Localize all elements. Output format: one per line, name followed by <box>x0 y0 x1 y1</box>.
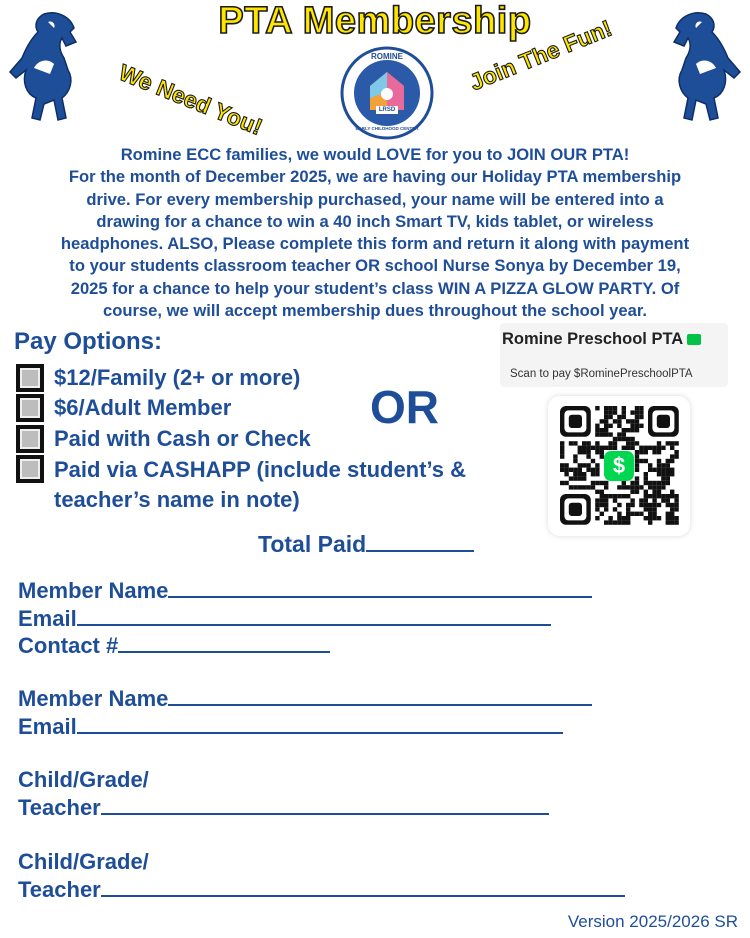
cashapp-scan-text: Scan to pay $RominePreschoolPTA <box>510 368 693 380</box>
intro-paragraph <box>12 144 738 322</box>
child2-teacher-field[interactable]: Teacher <box>18 877 625 903</box>
logo-center-text: LRSD <box>378 107 396 113</box>
logo-top-text: ROMINE <box>371 52 403 61</box>
member2-name-blank[interactable] <box>168 686 592 706</box>
member2-name-field[interactable]: Member Name <box>18 686 592 712</box>
child2-teacher-blank[interactable] <box>101 877 625 897</box>
member1-name-blank[interactable] <box>168 578 592 598</box>
intro-line: drawing for a chance to win a 40 inch Smart TV, kids tablet, or wireless <box>96 211 654 231</box>
option-adult[interactable] <box>16 394 231 422</box>
join-the-fun-banner: Join The Fun! <box>465 14 616 96</box>
checkbox[interactable] <box>16 364 44 392</box>
school-logo <box>340 46 434 140</box>
member1-email-blank[interactable] <box>77 606 551 626</box>
option-cashapp[interactable] <box>16 455 466 515</box>
child1-teacher-field[interactable]: Teacher <box>18 795 549 821</box>
or-divider: OR <box>370 381 439 433</box>
intro-line: to your students classroom teacher OR school Nurse Sonya by December 19, <box>69 256 681 276</box>
checkbox[interactable] <box>16 425 44 453</box>
member2-email-field[interactable]: Email <box>18 714 563 740</box>
total-paid-blank[interactable] <box>366 532 474 552</box>
option-label: Paid with Cash or Check <box>54 426 311 451</box>
version-label: Version 2025/2026 SR <box>567 912 738 931</box>
checkbox[interactable] <box>16 394 44 422</box>
briefcase-icon <box>687 334 701 345</box>
logo-bottom-text: EARLY CHILDHOOD CENTER <box>355 126 419 131</box>
cashapp-symbol: $ <box>612 453 626 478</box>
option-cash-check[interactable] <box>16 425 311 453</box>
child2-label-line1: Child/Grade/ <box>18 849 149 874</box>
total-paid-field[interactable]: Total Paid <box>258 531 474 558</box>
option-label: $6/Adult Member <box>54 395 232 420</box>
member1-contact-field[interactable]: Contact # <box>18 633 330 659</box>
option-label: Paid via CASHAPP (include student’s & <box>54 457 466 482</box>
member2-email-blank[interactable] <box>77 714 563 734</box>
option-family[interactable] <box>16 364 300 392</box>
child1-label-line1: Child/Grade/ <box>18 767 149 792</box>
option-label: $12/Family (2+ or more) <box>54 365 301 390</box>
cashapp-qr-code[interactable] <box>548 396 690 536</box>
member1-email-field[interactable]: Email <box>18 606 551 632</box>
intro-line: headphones. ALSO, Please complete this form and return it along with payment <box>60 234 690 254</box>
option-label-group <box>54 455 466 515</box>
cashapp-title: Romine Preschool PTA <box>502 330 701 349</box>
intro-line: course, we will accept membership dues throughout the school year. <box>102 301 648 321</box>
intro-line: For the month of December 2025, we are having our Holiday PTA membership <box>68 167 682 187</box>
intro-line: drive. For every membership purchased, your name will be entered into a <box>86 189 664 209</box>
we-need-you-banner: We Need You! <box>115 58 267 141</box>
member1-contact-blank[interactable] <box>118 633 330 653</box>
cashapp-logo-icon <box>604 451 634 481</box>
pay-options-heading: Pay Options: <box>14 328 163 355</box>
member1-name-field[interactable]: Member Name <box>18 578 592 604</box>
intro-line: 2025 for a chance to help your student’s class WIN A PIZZA GLOW PARTY. Of <box>70 278 680 298</box>
page-title: PTA Membership <box>218 0 532 42</box>
intro-line: Romine ECC families, we would LOVE for you to JOIN OUR PTA! <box>120 145 630 164</box>
checkbox[interactable] <box>16 455 44 483</box>
child1-teacher-blank[interactable] <box>101 795 549 815</box>
option-label-continued: teacher’s name in note) <box>54 487 300 512</box>
